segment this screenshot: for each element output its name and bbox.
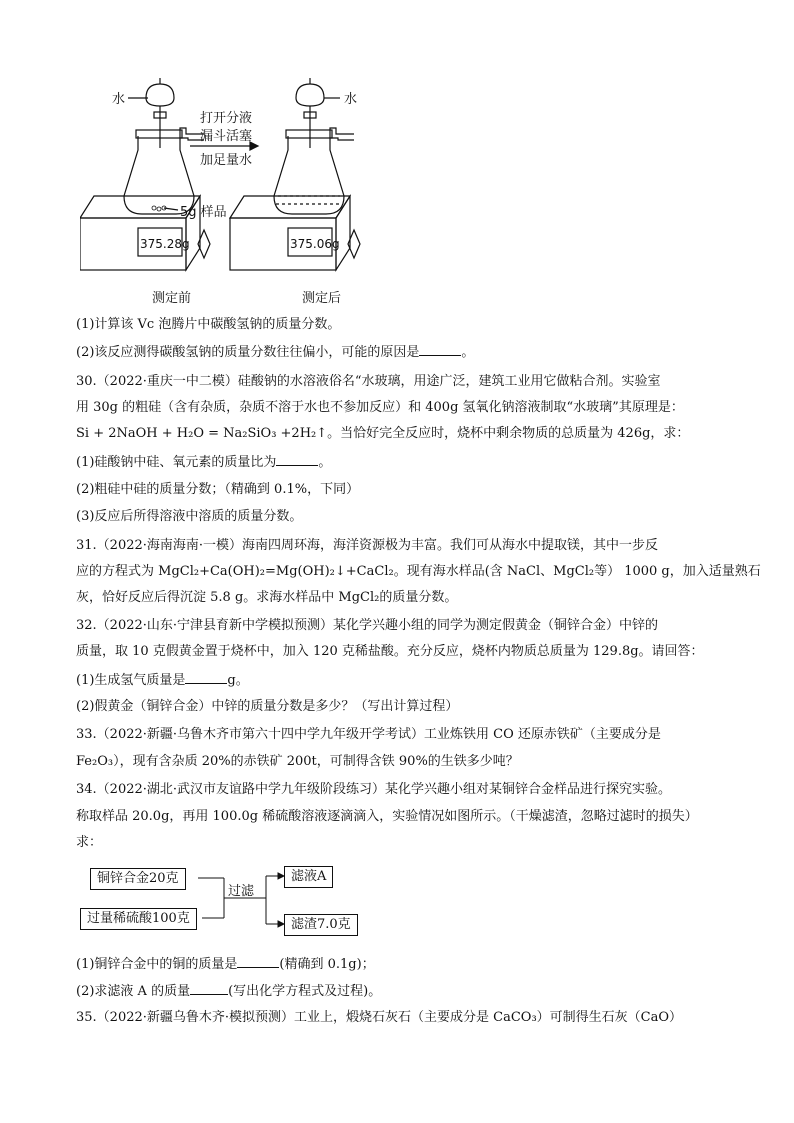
flask-left <box>124 136 194 214</box>
arrow-text-2: 漏斗活塞 <box>200 129 253 144</box>
funnel-right <box>296 84 324 106</box>
answer-blank[interactable] <box>237 955 279 968</box>
question-30-line-1: 30.（2022·重庆一中二模）硅酸钠的水溶液俗名“水玻璃，用途广泛，建筑工业用它做粘合剂。实验室 <box>76 374 661 389</box>
question-32-line-2: 质量，取 10 克假黄金置于烧杯中，加入 120 克稀盐酸。充分反应，烧杯内物质总质量为 129.8g。请回答： <box>76 644 704 659</box>
flask-right <box>274 136 344 214</box>
question-34-line-1: 34.（2022·湖北·武汉市友谊路中学九年级阶段练习）某化学兴趣小组对某铜锌合金样品进行探究实验。 <box>76 782 672 797</box>
caption-before: 测定前 <box>152 291 192 306</box>
reading-before: 375.28g <box>140 237 190 251</box>
arrow-text-1: 打开分液 <box>200 111 253 126</box>
apparatus-diagram <box>80 78 400 310</box>
answer-blank[interactable] <box>419 343 461 356</box>
question-line-2: (2)该反应测得碳酸氢钠的质量分数往往偏小，可能的原因是 。 <box>76 345 475 360</box>
stopper-left <box>136 130 182 138</box>
question-31-line-2: 应的方程式为 MgCl₂+Ca(OH)₂=Mg(OH)₂↓+CaCl₂。现有海水样品(含 NaCl、MgCl₂等） 1000 g，加入适量熟石 <box>76 564 761 579</box>
question-30-line-2: 用 30g 的粗硅（含有杂质，杂质不溶于水也不参加反应）和 400g 氢氧化钠溶液制取“水玻璃”其原理是： <box>76 400 684 415</box>
sample-label: 5g 样品 <box>180 205 227 220</box>
question-30-part-3: (3)反应后所得溶液中溶质的质量分数。 <box>76 509 303 524</box>
flow-filter-label: 过滤 <box>228 884 255 899</box>
answer-blank[interactable] <box>190 982 228 995</box>
question-34-line-2: 称取样品 20.0g，再用 100.0g 稀硫酸溶液逐滴滴入，实验情况如图所示。（干燥滤渣，忽略过滤时的损失） <box>76 809 698 824</box>
question-31-line-1: 31.（2022·海南海南·一模）海南四周环海，海洋资源极为丰富。我们可从海水中提取镁，其中一步反 <box>76 538 659 553</box>
question-32-part-1: (1)生成氢气质量是 g。 <box>76 673 249 688</box>
apparatus-figure <box>80 78 400 310</box>
answer-blank[interactable] <box>276 453 318 466</box>
question-30-part-1: (1)硅酸钠中硅、氧元素的质量比为 。 <box>76 455 332 470</box>
question-30-line-3: Si + 2NaOH + H₂O = Na₂SiO₃ +2H₂↑。当恰好完全反应时，烧杯中剩余物质的总质量为 426g，求： <box>76 426 690 441</box>
question-34-line-3: 求： <box>76 835 103 850</box>
question-30-part-2: (2)粗硅中硅的质量分数；（精确到 0.1%，下同） <box>76 482 360 497</box>
reading-after: 375.06g <box>290 237 340 251</box>
question-32-part-2: (2)假黄金（铜锌合金）中锌的质量分数是多少？（写出计算过程） <box>76 699 459 714</box>
question-34-part-1: (1)铜锌合金中的铜的质量是 (精确到 0.1g)； <box>76 957 375 972</box>
question-line-1: (1)计算该 Vc 泡腾片中碳酸氢钠的质量分数。 <box>76 317 341 332</box>
flow-diagram <box>76 862 376 944</box>
arrow-text-3: 加足量水 <box>200 153 253 168</box>
question-34-part-2: (2)求滤液 A 的质量 (写出化学方程式及过程)。 <box>76 984 382 999</box>
question-31-line-3: 灰，恰好反应后得沉淀 5.8 g。求海水样品中 MgCl₂的质量分数。 <box>76 590 458 605</box>
balance-top-right <box>230 196 350 218</box>
flow-box-residue: 滤渣7.0克 <box>284 914 358 936</box>
question-35-line-1: 35.（2022·新疆乌鲁木齐·模拟预测）工业上，煅烧石灰石（主要成分是 CaCO₃）可制得生石灰（CaO） <box>76 1010 683 1025</box>
stopper-right <box>286 130 332 138</box>
caption-after: 测定后 <box>302 291 342 306</box>
balance-side-right <box>336 196 350 270</box>
flow-box-alloy: 铜锌合金20克 <box>90 868 186 890</box>
funnel-left <box>146 84 174 106</box>
question-32-line-1: 32.（2022·山东·宁津县育新中学模拟预测）某化学兴趣小组的同学为测定假黄金（铜锌合金）中锌的 <box>76 618 659 633</box>
flow-box-filtrate: 滤液A <box>284 866 333 888</box>
question-33-line-1: 33.（2022·新疆·乌鲁木齐市第六十四中学九年级开学考试）工业炼铁用 CO 还原赤铁矿（主要成分是 <box>76 727 661 742</box>
flow-box-acid: 过量稀硫酸100克 <box>80 908 197 930</box>
water-label-right: 水 <box>344 92 358 107</box>
answer-blank[interactable] <box>185 671 227 684</box>
water-label-left: 水 <box>112 92 126 107</box>
question-33-line-2: Fe₂O₃），现有含杂质 20%的赤铁矿 200t，可制得含铁 90%的生铁多少吨？ <box>76 754 519 769</box>
